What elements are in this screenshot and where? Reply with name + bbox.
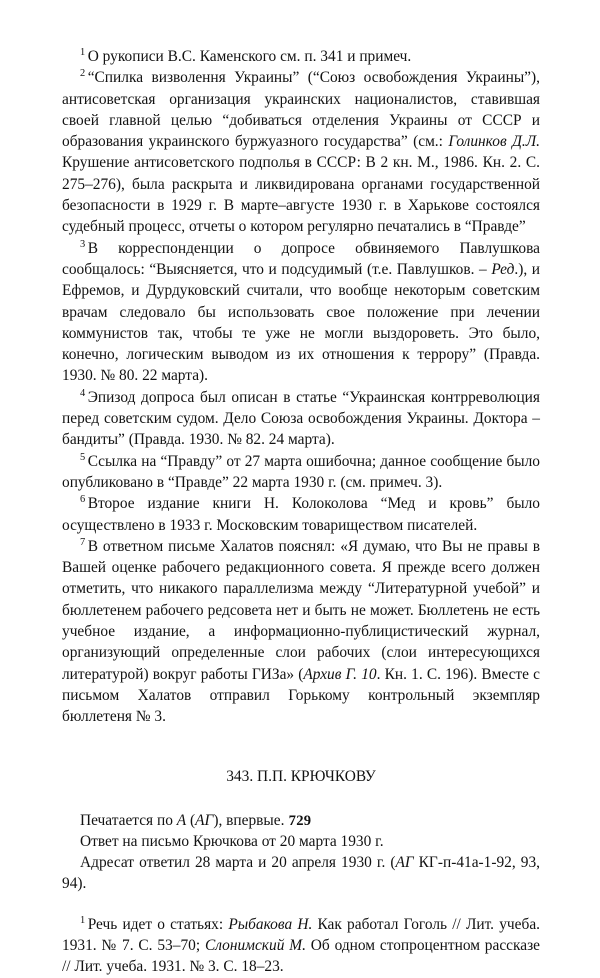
footnote-1 <box>62 46 540 67</box>
text-run: В ответном письме Халатов пояснял: «Я думаю, что Вы не правы в Вашей оценке рабочего редакционного совета. Я прежде всего должен отметить, что никакого параллелизма между “Литературной учебой” и бюллетенем рабочего редсовета нет и быть не может. Бюллетень не есть учебное издание, а информационно-публицистический журнал, организующий определенные слои рабочих (слои интересующихся литературой) вокруг работы ГИЗа» ( <box>62 537 540 683</box>
footnotes-bottom-block <box>62 914 540 978</box>
footnote-marker: 5 <box>80 451 86 463</box>
footnote-1 <box>62 914 540 978</box>
footnote-marker: 1 <box>80 46 86 58</box>
footnote-marker: 6 <box>80 494 86 506</box>
text-run: В корреспонденции о допросе обвиняемого Павлушкова сообщалось: “Выясняется, что и подсудимый (т.е. Павлушков. – <box>62 239 540 278</box>
italic-run: Архив Г. 10 <box>303 665 377 683</box>
section-header-wrapper <box>62 768 540 786</box>
footnote-marker: 4 <box>80 387 86 399</box>
footnote-marker: 2 <box>80 68 86 80</box>
text-run: Крушение антисоветского подполья в СССР: В 2 кн. М., 1986. Кн. 2. С. 275–276), была раскрыта и ликвидирована органами государственной безопасности в 1929 г. В марте–августе 1930 г. в Харькове состоялся судебный процесс, отчеты о котором регулярно печатались в “Правде” <box>62 154 540 236</box>
italic-run: Ред <box>491 260 515 278</box>
text-run: Как работал Гоголь // Лит. учеба. 1931. № 7. С. 53–70; <box>62 915 540 954</box>
text-run: Печатается по <box>80 811 177 829</box>
text-run: Ответ на письмо Крючкова от 20 марта 1930 г. <box>80 832 384 850</box>
italic-run: Рыбакова Н. <box>228 915 313 933</box>
text-run: ( <box>186 811 196 829</box>
text-run: Второе издание книги Н. Колоколова “Мед и кровь” было осуществлено в 1933 г. Московским товариществом писателей. <box>62 495 540 534</box>
text-run: Об одном стопроцентном рассказе // Лит. учеба. 1931. № 3. С. 18–23. <box>62 936 540 976</box>
footnote-marker: 3 <box>80 238 86 250</box>
text-run: Эпизод допроса был описан в статье “Украинская контрреволюция перед советским судом. Дело Союза освобождения Украины. Доктора – бандиты” (Правда. 1930. № 82. 24 марта). <box>62 388 540 449</box>
italic-run: А <box>176 811 187 829</box>
text-run: ), впервые. <box>213 811 285 829</box>
footnote-2 <box>62 67 540 237</box>
page-content <box>62 46 540 978</box>
text-run: . Кн. 1. С. 196). Вместе с письмом Халатов отправил Горькому контрольный экземпляр бюллетеня № 3. <box>62 665 540 726</box>
text-run: “Спилка визволення Украины” (“Союз освобождения Украины”), антисоветская организация украинских националистов, ставившая своей главной целью “добиваться отделения Украины от СССР и образования украинского буржуазного государства” (см.: <box>62 69 540 151</box>
section-paragraph-3 <box>62 852 540 895</box>
text-run: Адресат ответил 28 марта и 20 апреля 1930 г. ( <box>80 854 396 872</box>
italic-run: АГ <box>195 811 214 829</box>
footnote-marker: 1 <box>80 914 86 926</box>
italic-run: Голинков Д.Л. <box>448 133 540 151</box>
footnote-3 <box>62 238 540 387</box>
footnote-6 <box>62 493 540 536</box>
italic-run: Слонимский М. <box>204 936 306 954</box>
section-title: 343. П.П. КРЮЧКОВУ <box>226 767 376 785</box>
footnote-marker: 7 <box>80 536 86 548</box>
text-run: Речь идет о статьях: <box>87 915 229 933</box>
page-number: 729 <box>288 813 312 829</box>
italic-run: АГ <box>395 854 414 872</box>
section-paragraph-2 <box>62 831 540 852</box>
footnotes-top-block <box>62 46 540 728</box>
text-run: .), и Ефремов, и Дурдуковский считали, что вообще некоторым советским врачам следовало бы использовать свое положение при лечении коммунистов так, чтобы те уже не могли выздороветь. Это было, конечно, логическим выводом из их отношения к террору” (Правда. 1930. № 80. 22 марта). <box>62 260 541 385</box>
text-run: Ссылка на “Правду” от 27 марта ошибочна; данное сообщение было опубликовано в “Правде” 22 марта 1930 г. (см. примеч. 3). <box>62 452 540 491</box>
text-run: КГ-п-41а-1-92, 93, 94). <box>62 854 540 893</box>
text-run: О рукописи В.С. Каменского см. п. 341 и примеч. <box>87 48 412 65</box>
footnote-7 <box>62 536 540 728</box>
footnote-4 <box>62 387 540 451</box>
footnote-5 <box>62 451 540 494</box>
